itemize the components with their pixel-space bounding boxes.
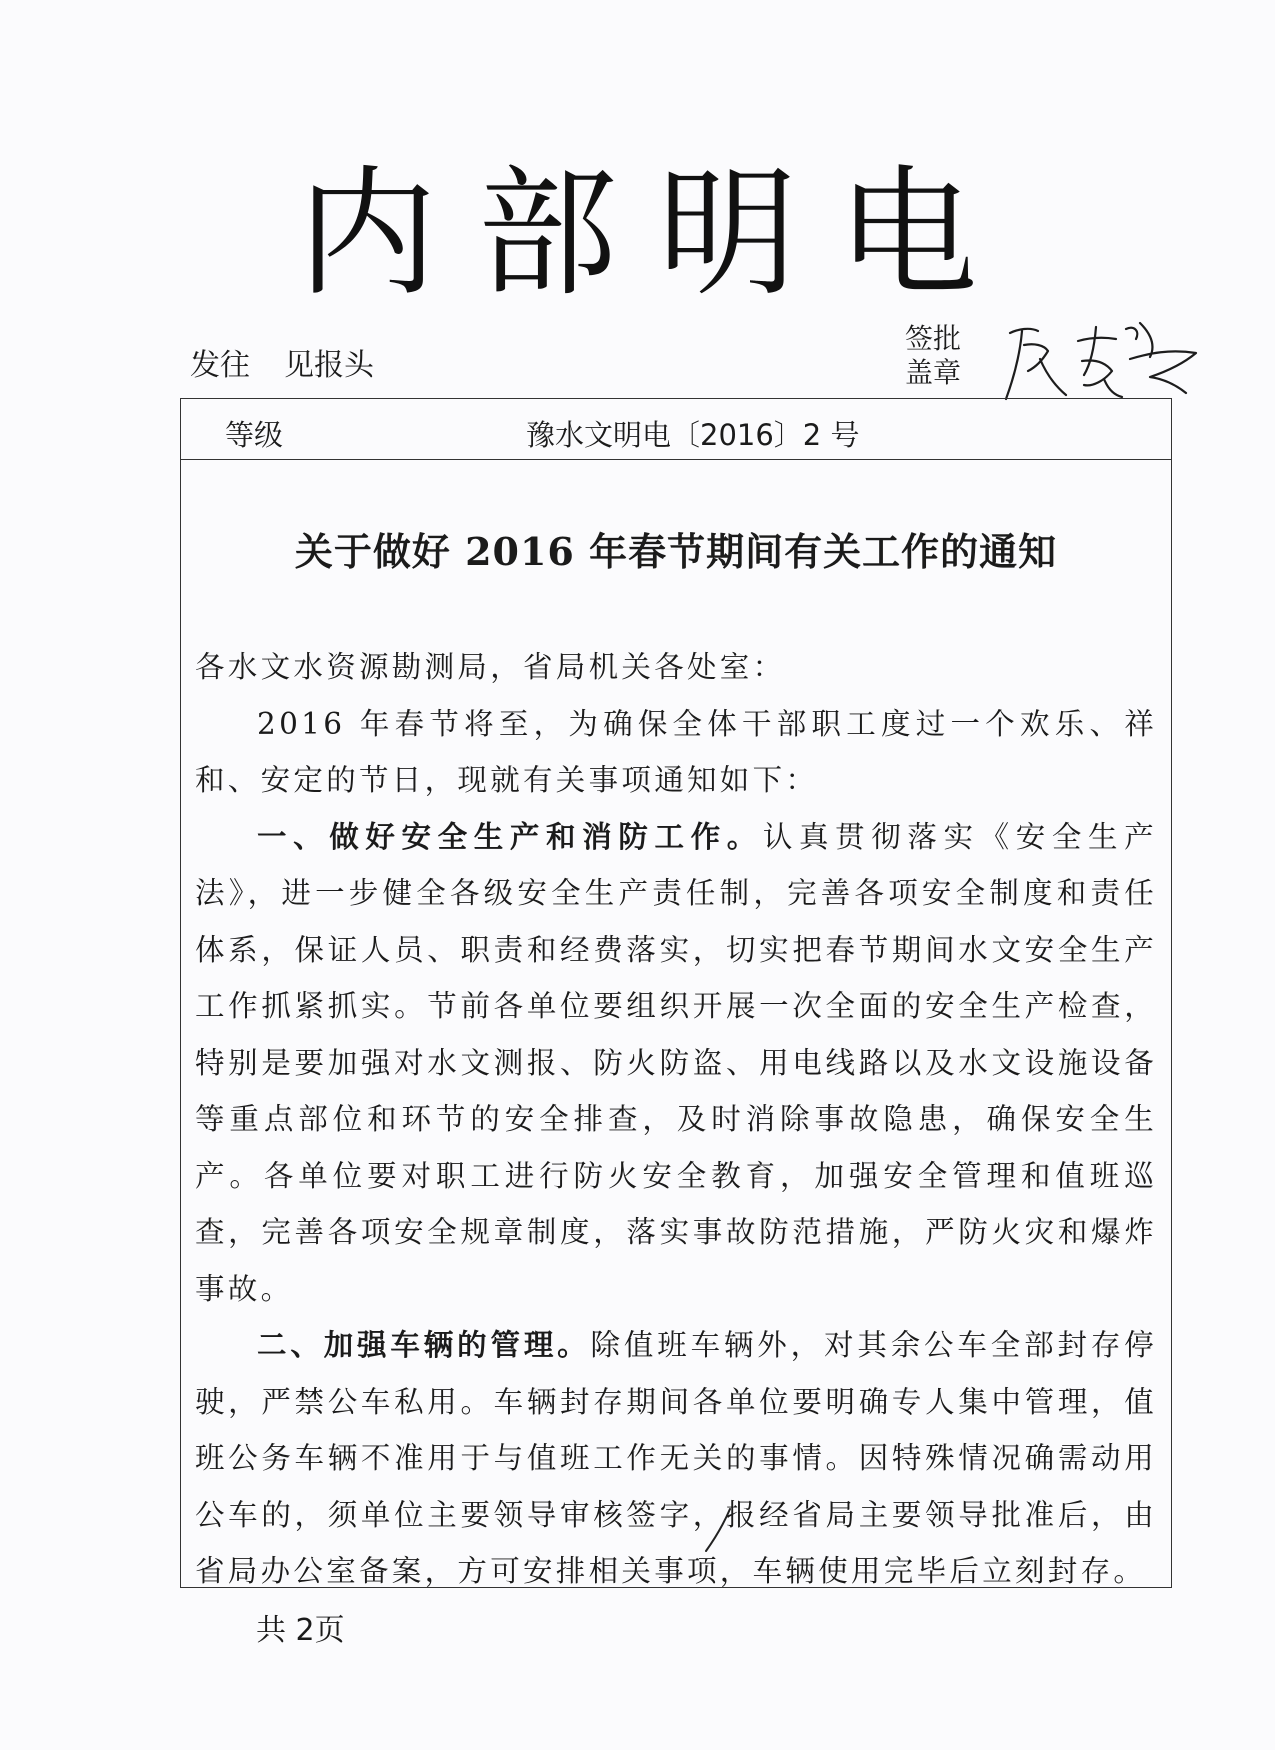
approval-label-line1: 签批 xyxy=(905,322,962,355)
approval-stamp-label xyxy=(905,322,961,390)
page-count: 共 2页 xyxy=(256,1613,345,1648)
section-2-paragraph xyxy=(195,1317,1157,1600)
telegram-form-frame xyxy=(180,398,1172,1588)
handwritten-mark xyxy=(700,1505,740,1555)
header-divider xyxy=(181,459,1171,460)
document-title: 关于做好 2016 年春节期间有关工作的通知 xyxy=(294,529,1058,574)
section-2-heading: 二、加强车辆的管理。 xyxy=(257,1328,591,1362)
section-2-body: 除值班车辆外，对其余公车全部封存停驶，严禁公车私用。车辆封存期间各单位要明确专人集中管理，值班公务车辆不准用于与值班工作无关的事情。因特殊情况确需动用公车的，须单位主要领导审核签字，报经省局主要领导批准后，由省局办公室备案，方可安排相关事项，车辆使用完毕后立刻封存。 xyxy=(195,1328,1157,1588)
grade-label: 等级 xyxy=(225,418,284,452)
send-to-label: 发往 xyxy=(190,348,250,383)
addressee: 各水文水资源勘测局，省局机关各处室： xyxy=(195,650,786,684)
telegram-header-title: 内部明电 xyxy=(297,153,1018,316)
intro-paragraph: 2016 年春节将至，为确保全体干部职工度过一个欢乐、祥和、安定的节日，现就有关事项通知如下： xyxy=(195,706,1157,797)
section-1-heading: 一、做好安全生产和消防工作。 xyxy=(257,819,763,854)
approval-label-line2: 盖章 xyxy=(905,356,962,389)
handwritten-signature xyxy=(1000,315,1215,410)
section-1-paragraph xyxy=(195,809,1157,1318)
section-1-body: 认真贯彻落实《安全生产法》，进一步健全各级安全生产责任制，完善各项安全制度和责任体系，保证人员、职责和经费落实，切实把春节期间水文安全生产工作抓紧抓实。节前各单位要组织开展一次全面的安全生产检查，特别是要加强对水文测报、防火防盗、用电线路以及水文设施设备等重点部位和环节的安全排查，及时消除事故隐患，确保安全生产。各单位要对职工进行防火安全教育，加强安全管理和值班巡查，完善各项安全规章制度，落实事故防范措施，严防火灾和爆炸事故。 xyxy=(195,819,1157,1306)
document-number: 豫水文明电〔2016〕2 号 xyxy=(526,418,860,452)
send-to-line xyxy=(190,340,408,384)
send-to-value: 见报头 xyxy=(284,348,374,383)
document-body xyxy=(195,639,1157,1600)
